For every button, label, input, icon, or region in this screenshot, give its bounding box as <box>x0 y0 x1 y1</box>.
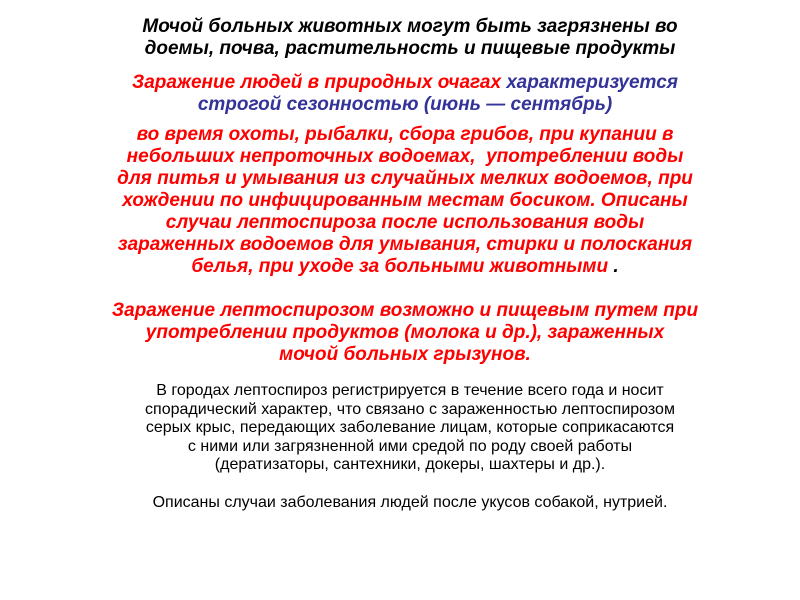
paragraph-seasonality <box>60 72 750 116</box>
paragraph-cities <box>70 382 750 475</box>
text-line <box>60 72 750 94</box>
red-text: Заражение людей в природных очагах <box>132 72 507 93</box>
text-line: зараженных водоемов для умывания, стирки и полоскания <box>117 234 693 255</box>
paragraph-contamination <box>70 16 750 60</box>
text-line: строгой сезонностью (июнь — сентябрь) <box>197 94 613 115</box>
text-line: для питья и умывания из случайных мелких водоемов, при <box>117 168 693 189</box>
paragraph-infection-routes <box>60 124 750 278</box>
text-line: случаи лептоспироза после использования воды <box>165 212 645 233</box>
text-line-main: белья, при уходе за больными животными <box>191 256 609 277</box>
text-line: мочой больных грызунов. <box>279 344 531 365</box>
text-line: серых крыс, передающих заболевание лицам, которые соприкасаются <box>145 419 675 436</box>
text-line <box>60 256 750 278</box>
text-line: доемы, почва, растительность и пищевые продукты <box>144 38 676 59</box>
trailing-dot: . <box>608 256 619 277</box>
text-line: спорадический характер, что связано с зараженностью лептоспирозом <box>145 400 675 418</box>
text-line: с ними или загрязненной ими средой по роду своей работы <box>187 437 633 455</box>
paragraph-bites <box>40 494 780 513</box>
text-line: хождении по инфицированным местам босиком. Описаны <box>122 190 688 211</box>
text-line: во время охоты, рыбалки, сбора грибов, при купании в <box>136 124 674 145</box>
text-line: небольших непроточных водоемах, употреблении воды <box>126 146 684 167</box>
blue-text: характеризуется <box>506 72 678 93</box>
text-line: употреблении продуктов (молока и др.), зараженных <box>145 322 665 343</box>
text-line: Заражение лептоспирозом возможно и пищевым путем при <box>111 300 699 321</box>
text-line: (дератизаторы, сантехники, докеры, шахтеры и др.). <box>214 456 606 473</box>
text-line: В городах лептоспироз регистрируется в течение всего года и носит <box>156 382 664 399</box>
paragraph-food-route <box>55 300 755 366</box>
text-line: Описаны случаи заболевания людей после укусов собакой, нутрией. <box>152 494 668 511</box>
text-line: Мочой больных животных могут быть загрязнены во <box>142 16 678 37</box>
